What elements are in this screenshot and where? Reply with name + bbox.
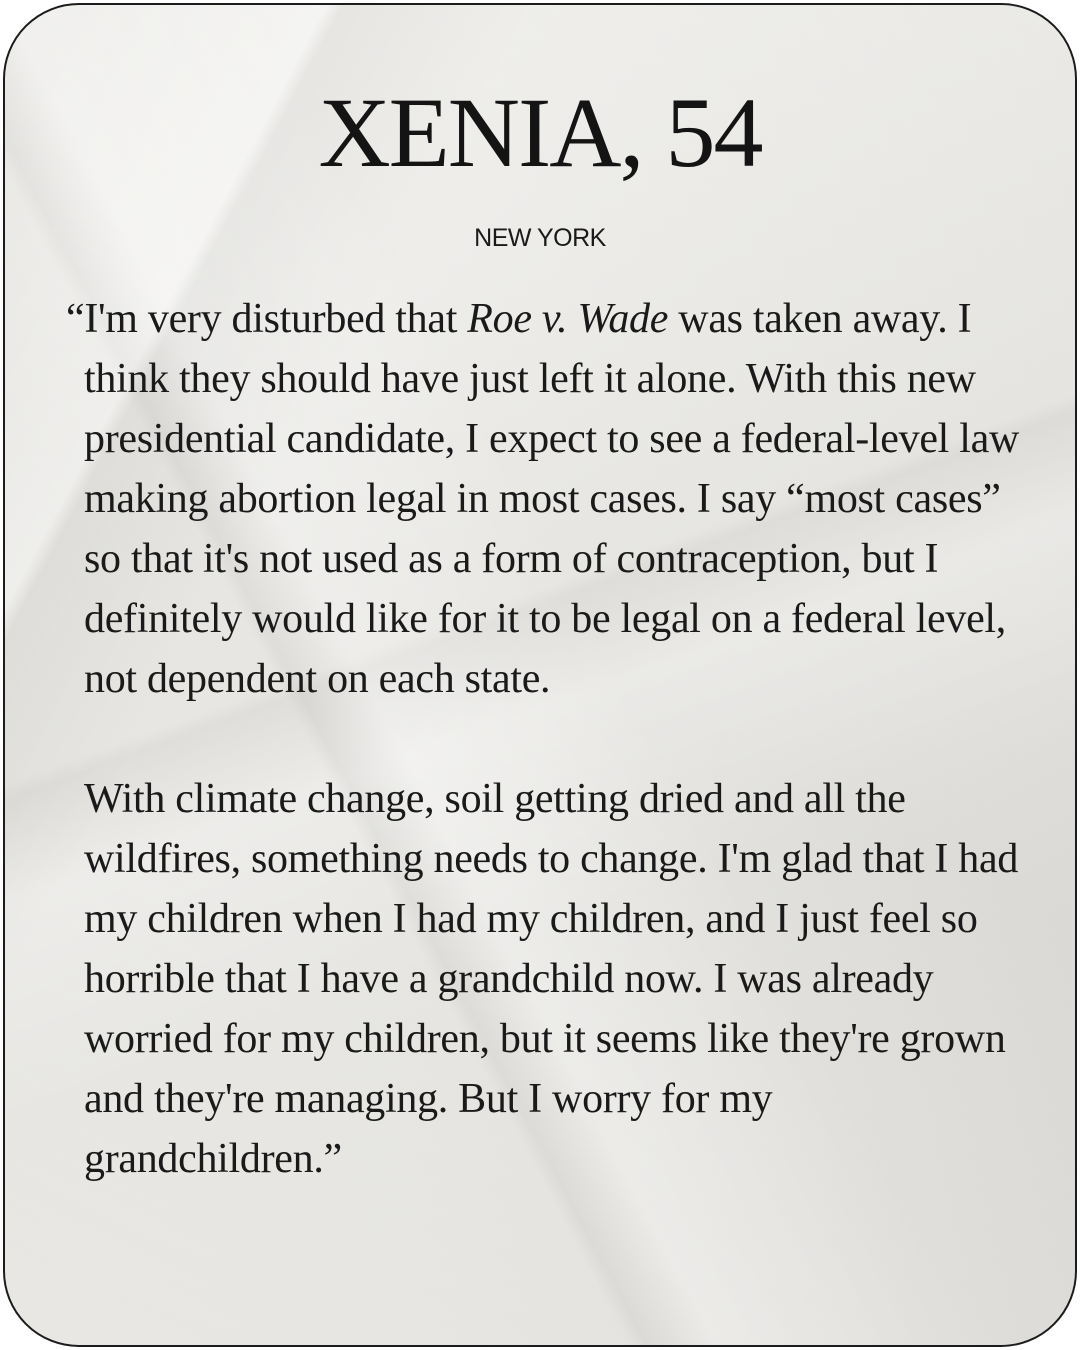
quote-paragraph-1 — [66, 289, 1030, 709]
quote-text-before-italic: I'm very disturbed that — [84, 296, 468, 342]
person-name-age: XENIA, 54 — [318, 77, 762, 188]
open-quote-mark: “ — [66, 296, 85, 342]
person-location: NEW YORK — [474, 224, 606, 252]
quote-paragraph-2: With climate change, soil getting dried and all the wildfires, something needs to change. I'm glad that I had my children when I had my children, and I just feel so horrible that I have a grandchild now. I was already worried for my children, but it seems like they're grown and they're managing. But I worry for my grandchildren.” — [84, 776, 1019, 1182]
quote-body — [66, 289, 1030, 1189]
case-name-italic: Roe v. Wade — [467, 296, 669, 342]
quote-card — [3, 3, 1077, 1347]
quote-text-after-italic: was taken away. I think they should have just left it alone. With this new presidential candidate, I expect to see a federal-level law making abortion legal in most cases. I say “most cases” so that it's not used as a form of contraception, but I definitely would like for it to be legal on a federal level, not dependent on each state. — [84, 296, 1019, 702]
